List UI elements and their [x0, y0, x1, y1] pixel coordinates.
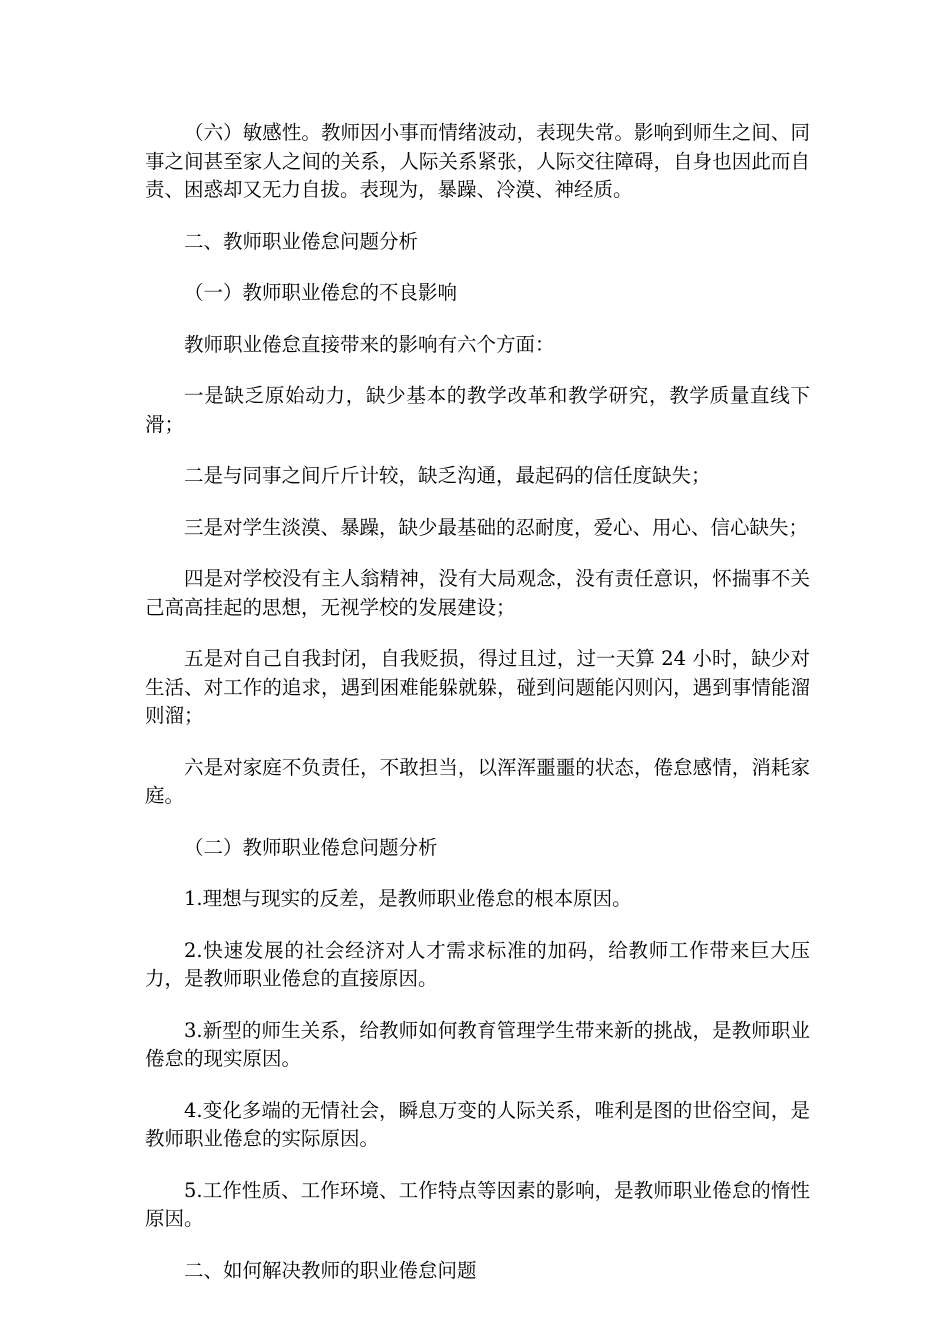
paragraph-cause-1: 1.理想与现实的反差，是教师职业倦怠的根本原因。: [184, 887, 632, 910]
paragraph-aspect-6: 六是对家庭不负责任，不敢担当，以浑浑噩噩的状态，倦怠感情，消耗家庭。: [145, 755, 810, 807]
paragraph-aspect-3: 三是对学生淡漠、暴躁，缺少最基础的忍耐度，爱心、用心、信心缺失；: [184, 515, 809, 539]
heading-burnout-analysis: 二、教师职业倦怠问题分析: [184, 229, 419, 253]
paragraph-cause-3: 3.新型的师生关系，给教师如何教育管理学生带来新的挑战，是教师职业倦怠的现实原因。: [145, 1018, 810, 1070]
paragraph-six-aspects-intro: 教师职业倦怠直接带来的影响有六个方面：: [184, 332, 555, 356]
paragraph-cause-2: 2.快速发展的社会经济对人才需求标准的加码，给教师工作带来巨大压力，是教师职业倦怠的直接原因。: [145, 938, 810, 990]
subheading-adverse-effects: （一）教师职业倦怠的不良影响: [184, 281, 458, 304]
subheading-problem-analysis: （二）教师职业倦怠问题分析: [184, 835, 438, 859]
paragraph-aspect-4: 四是对学校没有主人翁精神，没有大局观念，没有责任意识，怀揣事不关己高高挂起的思想，无视学校的发展建设；: [145, 567, 810, 619]
heading-how-to-solve: 二、如何解决教师的职业倦怠问题: [184, 1258, 477, 1282]
paragraph-cause-5: 5.工作性质、工作环境、工作特点等因素的影响，是教师职业倦怠的惰性原因。: [145, 1178, 810, 1230]
paragraph-aspect-1: 一是缺乏原始动力，缺少基本的教学改革和教学研究，教学质量直线下滑；: [145, 384, 810, 436]
paragraph-cause-4: 4.变化多端的无情社会，瞬息万变的人际关系，唯利是图的世俗空间，是教师职业倦怠的实际原因。: [145, 1098, 810, 1150]
document-body: [145, 119, 810, 1308]
paragraph-aspect-2: 二是与同事之间斤斤计较，缺乏沟通，最起码的信任度缺失；: [184, 464, 711, 487]
paragraph-aspect-5: 五是对自己自我封闭，自我贬损，得过且过，过一天算 24 小时，缺少对生活、对工作的追求，遇到困难能躲就躲，碰到问题能闪则闪，遇到事情能溜则溜；: [145, 647, 810, 727]
paragraph-sensitivity: （六）敏感性。教师因小事而情绪波动，表现失常。影响到师生之间、同事之间甚至家人之间的关系，人际关系紧张，人际交往障碍，自身也因此而自责、困惑却又无力自拔。表现为，暴躁、冷漠、神经质。: [145, 121, 810, 201]
